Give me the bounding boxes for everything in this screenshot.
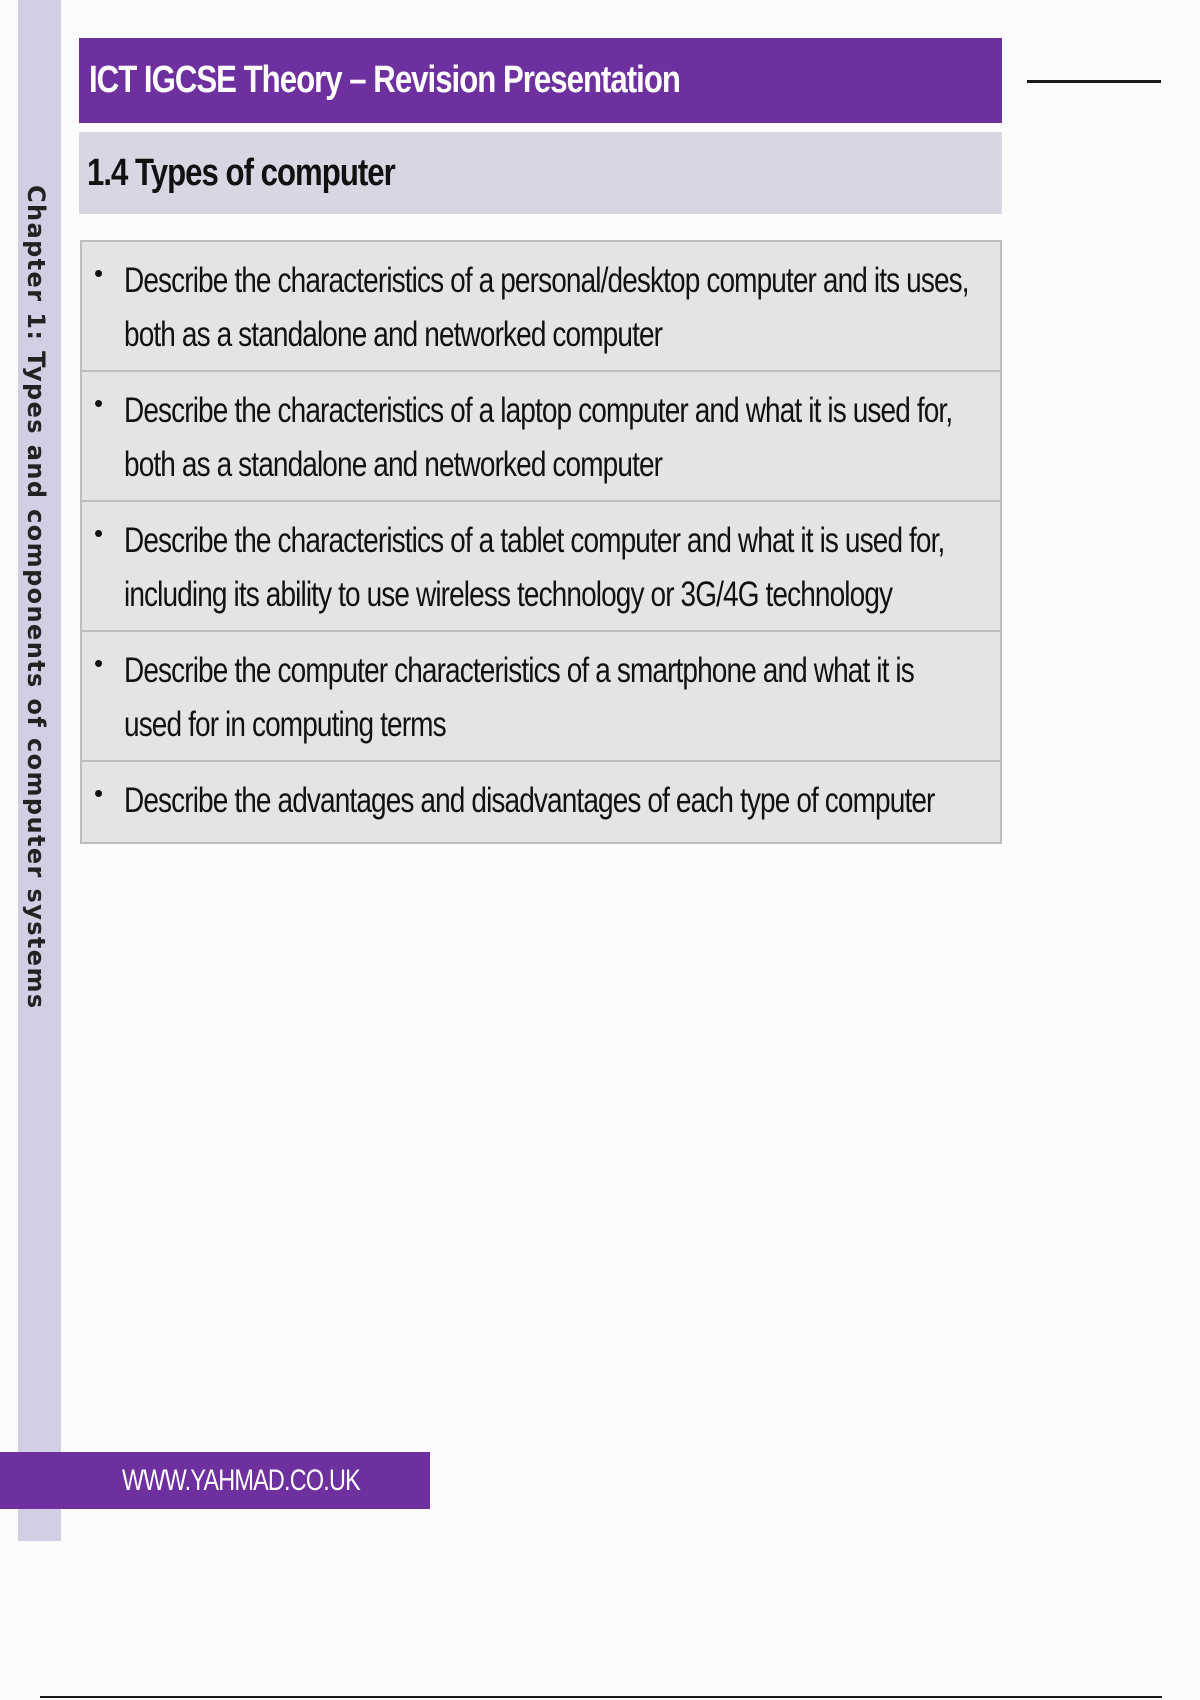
subtitle-bar <box>79 132 1002 214</box>
bullet-icon: • <box>94 518 104 548</box>
bullet-icon: • <box>94 258 104 288</box>
chapter-side-label: Chapter 1: Types and components of computer systems <box>22 185 50 1010</box>
presentation-title: ICT IGCSE Theory – Revision Presentation <box>89 59 680 101</box>
footer-bar <box>0 1452 430 1509</box>
objective-text: Describe the characteristics of a tablet computer and what it is used for, including its ability to use wireless technology or 3G/4G technology <box>124 521 945 614</box>
objectives-list <box>80 240 1002 844</box>
bullet-icon: • <box>94 778 104 808</box>
objective-item <box>82 372 1000 502</box>
section-title: 1.4 Types of computer <box>87 151 395 194</box>
bullet-icon: • <box>94 388 104 418</box>
objective-text: Describe the characteristics of a laptop computer and what it is used for, both as a standalone and networked computer <box>124 391 953 484</box>
website-link[interactable]: WWW.YAHMAD.CO.UK <box>122 1463 360 1497</box>
objective-text: Describe the characteristics of a personal/desktop computer and its uses, both as a standalone and networked computer <box>124 261 969 354</box>
objective-item <box>82 242 1000 372</box>
objective-item <box>82 762 1000 842</box>
objective-item <box>82 502 1000 632</box>
objective-text: Describe the computer characteristics of a smartphone and what it is used for in computing terms <box>124 651 914 744</box>
title-bar <box>79 38 1002 123</box>
bullet-icon: • <box>94 648 104 678</box>
decorative-line <box>1027 80 1161 83</box>
bottom-divider <box>40 1696 1162 1698</box>
objective-item <box>82 632 1000 762</box>
objective-text: Describe the advantages and disadvantages of each type of computer <box>124 781 935 820</box>
